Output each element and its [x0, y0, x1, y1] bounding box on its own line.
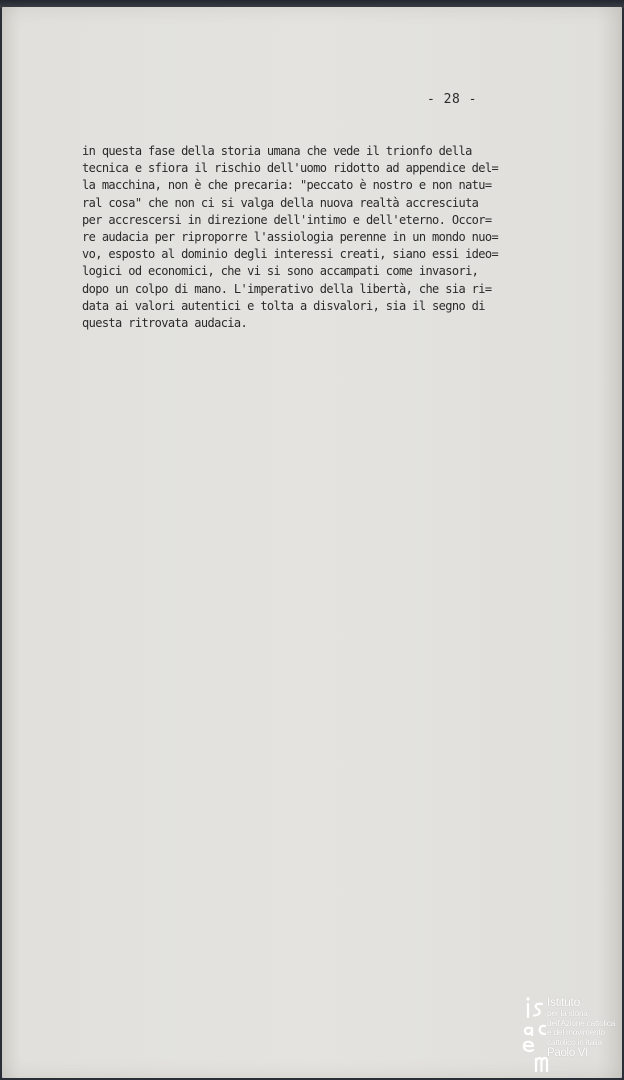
page-number: - 28 - — [427, 92, 477, 107]
watermark-text — [547, 996, 624, 1059]
watermark-title: Istituto — [547, 995, 580, 1009]
text-line: questa ritrovata audacia. — [82, 315, 248, 330]
text-line: la macchina, non è che precaria: "peccato è nostro e non natu= — [82, 178, 492, 193]
text-line: logici od economici, che vi si sono accampati come invasori, — [82, 264, 479, 279]
text-line: vo, esposto al dominio degli interessi creati, siano essi ideo= — [82, 247, 499, 262]
isacem-logo-icon — [520, 995, 550, 1075]
typewritten-paragraph — [82, 143, 582, 332]
text-line: dopo un colpo di mano. L'imperativo della libertà, che sia ri= — [82, 281, 492, 296]
isacem-watermark — [520, 995, 622, 1075]
text-line: data ai valori autentici e tolta a disvalori, sia il segno di — [82, 298, 485, 313]
watermark-line: e del movimento — [547, 1027, 605, 1038]
text-line: in questa fase della storia umana che vede il trionfo della — [82, 144, 472, 158]
watermark-line: per la storia — [547, 1008, 588, 1018]
text-line: tecnica e sfiora il rischio dell'uomo ridotto ad appendice del= — [82, 161, 499, 176]
text-line: per accrescersi in direzione dell'intimo e dell'eterno. Occor= — [82, 212, 492, 227]
text-line: re audacia per riproporre l'assiologia perenne in un mondo nuo= — [82, 229, 499, 244]
text-line: ral cosa" che non ci si valga della nuova realtà accresciuta — [82, 195, 479, 210]
document-page — [2, 7, 622, 1078]
watermark-name: Paolo VI — [547, 1047, 589, 1060]
watermark-line: dell'Azione cattolica — [547, 1017, 616, 1028]
watermark-line: cattolico in Italia — [547, 1036, 602, 1047]
